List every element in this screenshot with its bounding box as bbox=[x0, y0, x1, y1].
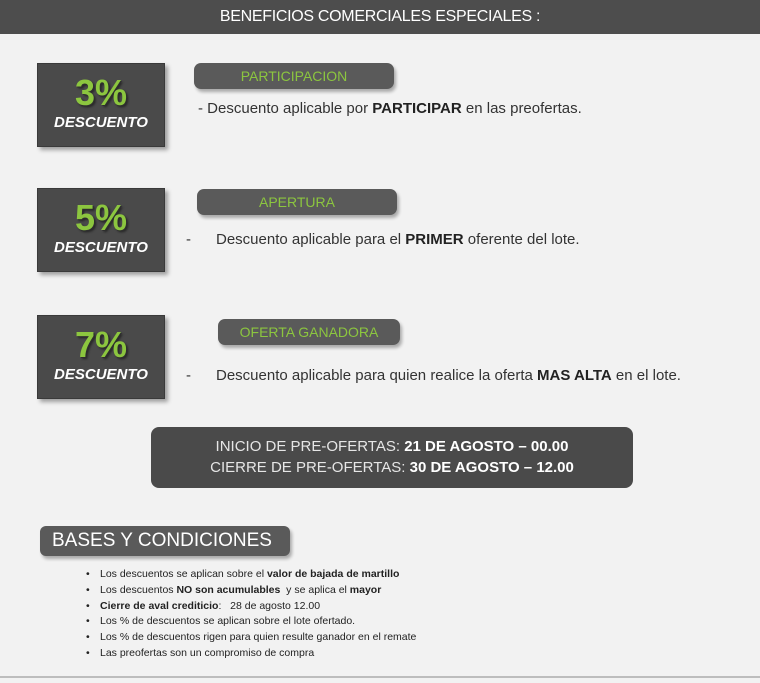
bases-title bbox=[40, 526, 290, 556]
pill-participacion bbox=[194, 63, 394, 89]
item-text: Los descuentos bbox=[100, 583, 177, 596]
pill-label: OFERTA GANADORA bbox=[239, 324, 379, 340]
description-prefix: - bbox=[198, 100, 208, 117]
conditions-list bbox=[86, 567, 416, 662]
start-date-label: INICIO DE PRE-OFERTAS: bbox=[215, 438, 405, 455]
start-date-line bbox=[151, 436, 633, 457]
item-text-end: : 28 de agosto 12.00 bbox=[218, 599, 321, 612]
list-item bbox=[86, 646, 416, 662]
item-bold: valor de bajada de martillo bbox=[266, 568, 400, 580]
bottom-divider bbox=[0, 676, 760, 678]
benefit-description-apertura bbox=[186, 231, 580, 248]
description-prefix: - bbox=[186, 367, 191, 384]
bases-title-label: BASES Y CONDICIONES bbox=[52, 530, 272, 551]
page-header bbox=[0, 0, 760, 34]
start-date-value: 21 DE AGOSTO – 00.00 bbox=[404, 438, 569, 455]
pill-label: APERTURA bbox=[259, 194, 335, 210]
description-text: Descuento aplicable para el bbox=[216, 231, 406, 248]
list-item bbox=[86, 599, 416, 615]
discount-badge-3 bbox=[37, 63, 165, 147]
list-item bbox=[86, 630, 416, 646]
description-text: Descuento aplicable por bbox=[207, 100, 373, 117]
description-text-end: en las preofertas. bbox=[461, 100, 582, 117]
description-bold: PRIMER bbox=[405, 231, 464, 248]
discount-percent: 3% bbox=[74, 72, 128, 113]
benefit-description-oferta-ganadora bbox=[186, 367, 681, 384]
description-text: Descuento aplicable para quien realice la oferta bbox=[216, 367, 538, 384]
item-text-end: y se aplica el bbox=[280, 583, 350, 596]
preoffer-dates-box bbox=[151, 427, 633, 488]
list-item bbox=[86, 614, 416, 630]
discount-label: DESCUENTO bbox=[54, 239, 148, 256]
pill-label: PARTICIPACION bbox=[240, 68, 348, 84]
end-date-line bbox=[151, 457, 633, 478]
end-date-value: 30 DE AGOSTO – 12.00 bbox=[409, 459, 574, 476]
benefit-description-participacion bbox=[198, 100, 582, 117]
item-bold-2: mayor bbox=[349, 583, 382, 596]
discount-label: DESCUENTO bbox=[54, 114, 148, 131]
list-item bbox=[86, 567, 416, 583]
discount-badge-7 bbox=[37, 315, 165, 399]
item-text: Las preofertas son un compromiso de compra bbox=[100, 646, 315, 659]
item-bold: NO son acumulables bbox=[176, 583, 281, 596]
end-date-label: CIERRE DE PRE-OFERTAS: bbox=[210, 459, 410, 476]
item-text: Los % de descuentos rigen para quien resulte ganador en el remate bbox=[100, 631, 417, 644]
item-text: Los descuentos se aplican sobre el bbox=[100, 568, 267, 580]
item-text: Los % de descuentos se aplican sobre el lote ofertado. bbox=[100, 615, 356, 628]
description-bold: MAS ALTA bbox=[537, 367, 612, 384]
discount-label: DESCUENTO bbox=[54, 366, 148, 383]
description-bold: PARTICIPAR bbox=[372, 100, 462, 117]
pill-apertura bbox=[197, 189, 397, 215]
description-text-end: oferente del lote. bbox=[463, 231, 580, 248]
page-title: BENEFICIOS COMERCIALES ESPECIALES : bbox=[219, 8, 541, 25]
description-text-end: en el lote. bbox=[611, 367, 681, 384]
discount-percent: 7% bbox=[74, 324, 128, 365]
item-bold: Cierre de aval crediticio bbox=[100, 599, 219, 612]
discount-badge-5 bbox=[37, 188, 165, 272]
discount-percent: 5% bbox=[74, 197, 128, 238]
description-prefix: - bbox=[186, 231, 191, 248]
list-item bbox=[86, 583, 416, 599]
pill-oferta-ganadora bbox=[218, 319, 400, 345]
